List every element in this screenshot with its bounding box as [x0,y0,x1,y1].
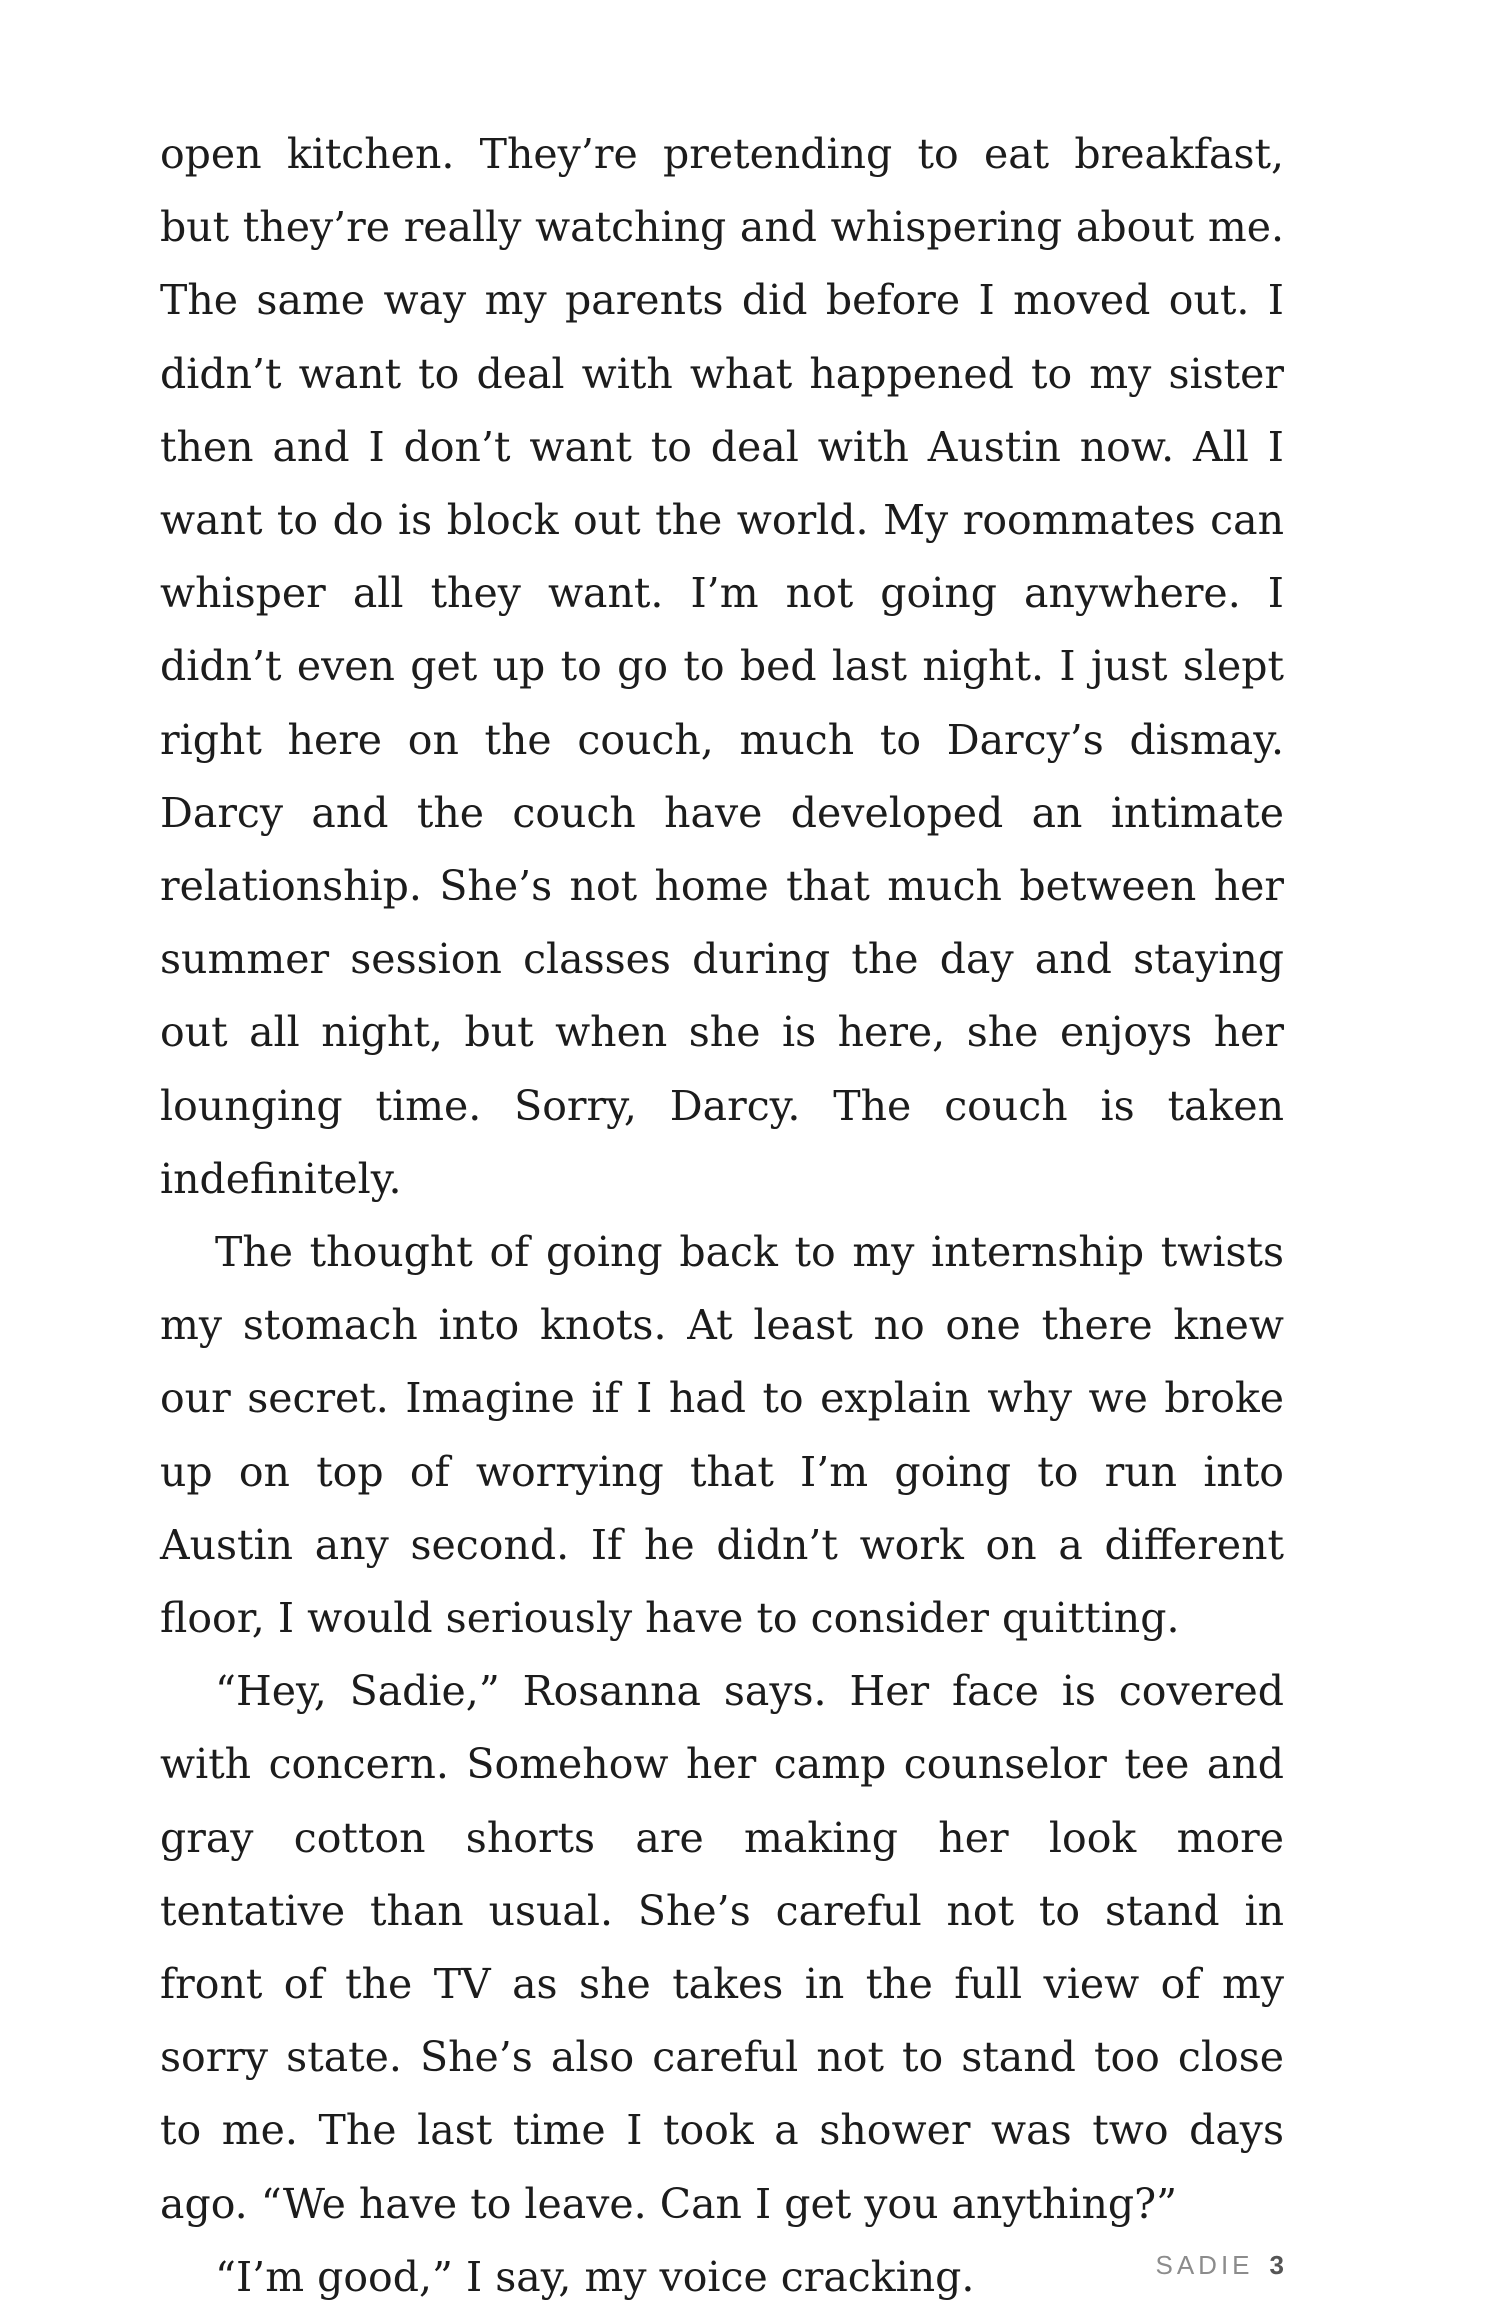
running-head: SADIE [1155,2250,1254,2280]
paragraph-2: The thought of going back to my internship twists my stomach into knots. At least no one there knew our secret. Imagine if I had to explain why we broke up on top of worrying that I’m going to run into Austin any second. If he didn’t work on a different floor, I would seriously have to consider quitting. [160,1228,1284,1643]
body-text [160,118,1284,2314]
page-footer [1100,2250,1284,2281]
page-number: 3 [1269,2250,1284,2280]
paragraph-3: “Hey, Sadie,” Rosanna says. Her face is covered with concern. Somehow her camp counselor tee and gray cotton shorts are making her look more tentative than usual. She’s careful not to stand in front of the TV as she takes in the full view of my sorry state. She’s also careful not to stand too close to me. The last time I took a shower was two days ago. “We have to leave. Can I get you anything?” [160,1667,1284,2228]
paragraph-1: open kitchen. They’re pretending to eat breakfast, but they’re really watching and whispering about me. The same way my parents did before I moved out. I didn’t want to deal with what happened to my sister then and I don’t want to deal with Austin now. All I want to do is block out the world. My roommates can whisper all they want. I’m not going anywhere. I didn’t even get up to go to bed last night. I just slept right here on the couch, much to Darcy’s dismay. Darcy and the couch have developed an intimate relationship. She’s not home that much between her summer session classes during the day and staying out all night, but when she is here, she enjoys her lounging time. Sorry, Darcy. The couch is taken indefinitely. [160,130,1284,1203]
paragraph-4: “I’m good,” I say, my voice cracking. [215,2252,975,2301]
